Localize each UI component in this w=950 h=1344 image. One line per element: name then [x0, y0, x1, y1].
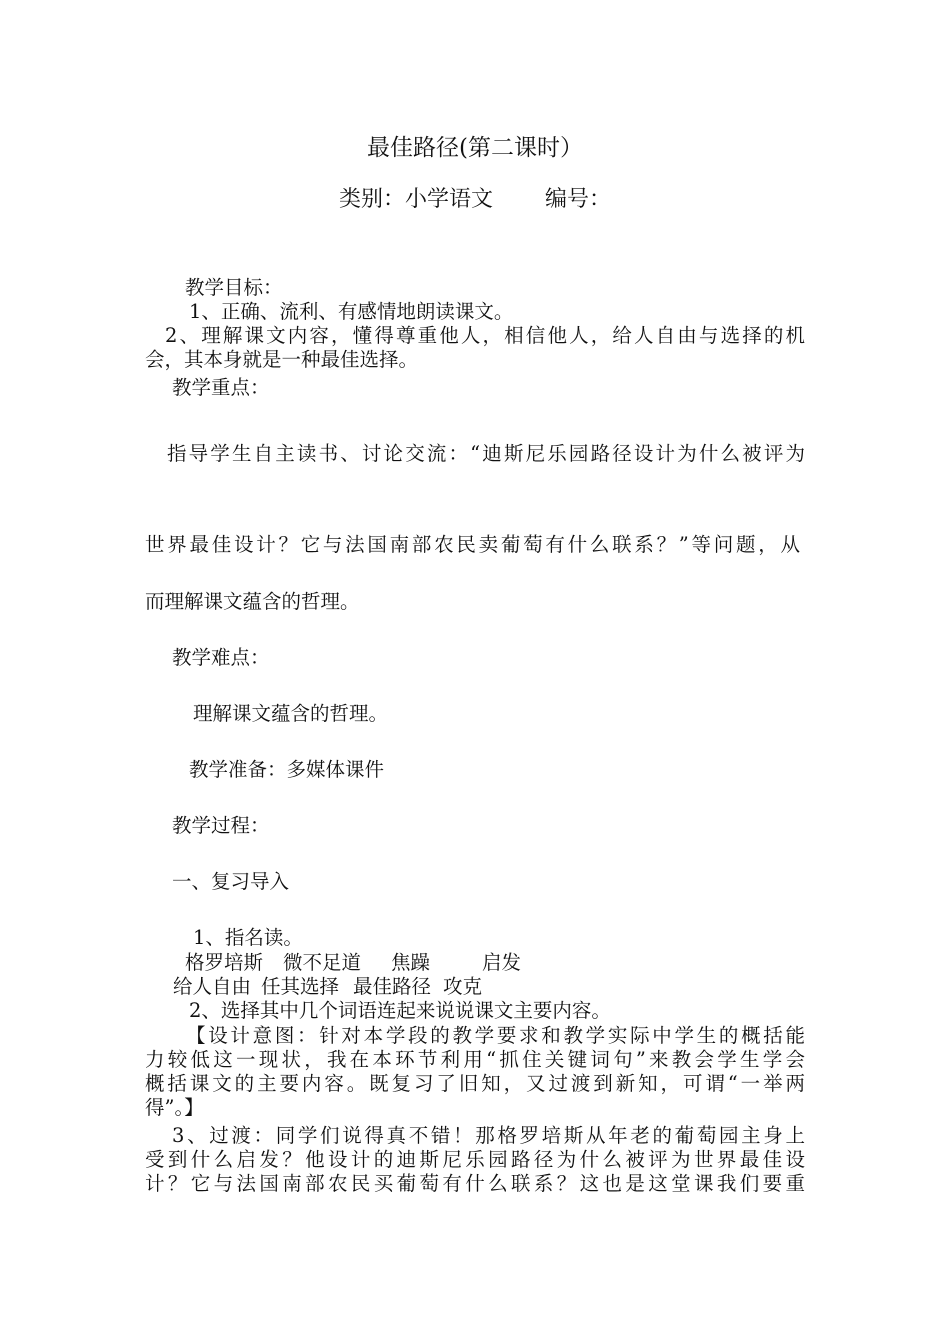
difficulties-text: 理解课文蕴含的哲理。	[193, 702, 389, 725]
number-label: 编号：	[545, 187, 612, 212]
key-points-line-3: 而理解课文蕴含的哲理。	[145, 590, 360, 613]
step-3-line-1: 3、过渡：同学们说得真不错！那格罗培斯从年老的葡萄园主身上	[172, 1124, 805, 1147]
vocab-word: 攻克	[443, 975, 483, 998]
objectives-heading: 教学目标：	[185, 276, 283, 299]
section-review-intro: 一、复习导入	[172, 870, 290, 893]
vocab-word: 启发	[482, 951, 522, 974]
step-1-read: 1、指名读。	[193, 926, 303, 949]
objective-item-2-line-1: 2、理解课文内容，懂得尊重他人，相信他人，给人自由与选择的机	[165, 324, 805, 347]
design-intent-line-2: 力较低这一现状，我在本环节利用“抓住关键词句”来教会学生学会	[145, 1048, 805, 1071]
vocab-row-2	[145, 975, 843, 999]
step-3-line-2: 受到什么启发？他设计的迪斯尼乐园路径为什么被评为世界最佳设	[145, 1148, 805, 1171]
objective-item-1: 1、正确、流利、有感情地朗读课文。	[189, 300, 514, 323]
category-label: 类别：小学语文	[338, 187, 493, 212]
objective-item-2-line-2: 会，其本身就是一种最佳选择。	[145, 348, 419, 371]
design-intent-line-1: 【设计意图：针对本学段的教学要求和教学实际中学生的概括能	[186, 1024, 805, 1047]
process-heading: 教学过程：	[172, 814, 270, 837]
vocab-word: 最佳路径	[353, 975, 432, 998]
vocab-word: 任其选择	[261, 975, 340, 998]
vocab-row-1	[145, 951, 855, 975]
step-3-line-3: 计？它与法国南部农民买葡萄有什么联系？这也是这堂课我们要重	[145, 1172, 805, 1195]
design-intent-line-3: 概括课文的主要内容。既复习了旧知，又过渡到新知，可谓“一举两	[145, 1072, 805, 1095]
document-meta	[0, 186, 950, 214]
preparation-text: 教学准备：多媒体课件	[189, 758, 385, 781]
vocab-word: 微不足道	[283, 951, 362, 974]
key-points-heading: 教学重点：	[172, 376, 270, 399]
key-points-line-1: 指导学生自主读书、讨论交流：“迪斯尼乐园路径设计为什么被评为	[167, 442, 805, 465]
vocab-word: 给人自由	[173, 975, 252, 998]
key-points-line-2: 世界最佳设计？它与法国南部农民卖葡萄有什么联系？”等问题，从	[145, 533, 800, 556]
design-intent-line-4: 得”。】	[145, 1096, 204, 1119]
vocab-word: 格罗培斯	[185, 951, 264, 974]
vocab-word: 焦躁	[391, 951, 431, 974]
step-2-summarize: 2、选择其中几个词语连起来说说课文主要内容。	[189, 999, 611, 1022]
document-title: 最佳路径(第二课时）	[367, 135, 583, 161]
difficulties-heading: 教学难点：	[172, 646, 270, 669]
